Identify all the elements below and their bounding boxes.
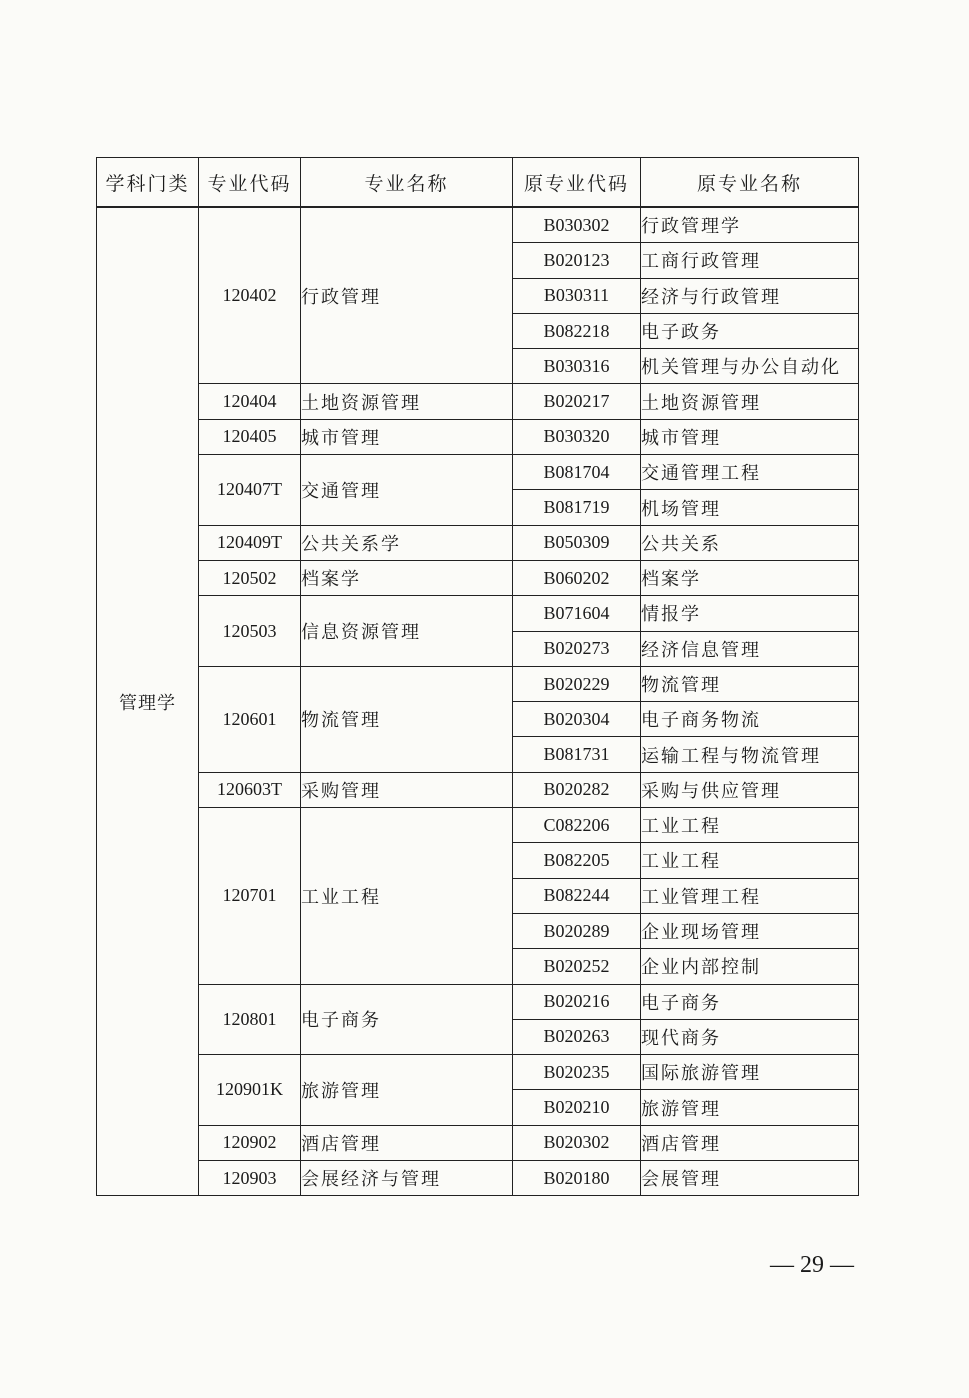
old-code-cell: B081731	[513, 737, 641, 772]
old-code-cell: B020180	[513, 1161, 641, 1196]
old-name-cell: 行政管理学	[641, 207, 859, 243]
old-code-cell: B020302	[513, 1125, 641, 1160]
old-name-cell: 会展管理	[641, 1161, 859, 1196]
old-name-cell: 现代商务	[641, 1019, 859, 1054]
old-code-cell: B082205	[513, 843, 641, 878]
table-row	[97, 384, 859, 419]
header-old-code: 原专业代码	[513, 158, 641, 208]
old-name-cell: 旅游管理	[641, 1090, 859, 1125]
old-code-cell: B082244	[513, 878, 641, 913]
old-code-cell: B020123	[513, 243, 641, 278]
old-code-cell: B081719	[513, 490, 641, 525]
major-name-cell: 土地资源管理	[301, 384, 513, 419]
category-cell: 管理学	[97, 207, 199, 1196]
major-code-cell: 120902	[199, 1125, 301, 1160]
old-name-cell: 交通管理工程	[641, 455, 859, 490]
old-name-cell: 机关管理与办公自动化	[641, 349, 859, 384]
major-code-cell: 120801	[199, 984, 301, 1055]
old-code-cell: B071604	[513, 596, 641, 631]
table-row	[97, 455, 859, 490]
table-row	[97, 1161, 859, 1196]
major-name-cell: 行政管理	[301, 207, 513, 384]
major-name-cell: 交通管理	[301, 455, 513, 526]
old-code-cell: B030302	[513, 207, 641, 243]
old-name-cell: 电子商务	[641, 984, 859, 1019]
major-name-cell: 酒店管理	[301, 1125, 513, 1160]
old-name-cell: 电子商务物流	[641, 702, 859, 737]
old-name-cell: 工业管理工程	[641, 878, 859, 913]
old-code-cell: B020304	[513, 702, 641, 737]
page-number: — 29 —	[770, 1252, 854, 1278]
old-name-cell: 物流管理	[641, 666, 859, 701]
old-name-cell: 工商行政管理	[641, 243, 859, 278]
old-code-cell: B020263	[513, 1019, 641, 1054]
header-row	[97, 158, 859, 208]
old-name-cell: 机场管理	[641, 490, 859, 525]
major-name-cell: 电子商务	[301, 984, 513, 1055]
old-name-cell: 城市管理	[641, 419, 859, 454]
major-name-cell: 会展经济与管理	[301, 1161, 513, 1196]
old-code-cell: B030311	[513, 278, 641, 313]
old-name-cell: 电子政务	[641, 313, 859, 348]
old-name-cell: 采购与供应管理	[641, 772, 859, 807]
old-code-cell: B050309	[513, 525, 641, 560]
header-major-name: 专业名称	[301, 158, 513, 208]
major-name-cell: 城市管理	[301, 419, 513, 454]
old-name-cell: 档案学	[641, 560, 859, 595]
header-old-name: 原专业名称	[641, 158, 859, 208]
major-mapping-table	[96, 157, 859, 1196]
old-code-cell: B030320	[513, 419, 641, 454]
old-code-cell: B060202	[513, 560, 641, 595]
old-code-cell: B020217	[513, 384, 641, 419]
old-name-cell: 土地资源管理	[641, 384, 859, 419]
old-code-cell: B020216	[513, 984, 641, 1019]
major-code-cell: 120402	[199, 207, 301, 384]
table-row	[97, 525, 859, 560]
table-row	[97, 596, 859, 631]
major-code-cell: 120409T	[199, 525, 301, 560]
table-row	[97, 1125, 859, 1160]
major-name-cell: 采购管理	[301, 772, 513, 807]
old-code-cell: B020282	[513, 772, 641, 807]
table-row	[97, 419, 859, 454]
major-name-cell: 工业工程	[301, 808, 513, 984]
major-code-cell: 120901K	[199, 1055, 301, 1126]
table-body	[97, 207, 859, 1196]
major-code-cell: 120502	[199, 560, 301, 595]
major-code-cell: 120603T	[199, 772, 301, 807]
old-code-cell: B020210	[513, 1090, 641, 1125]
old-name-cell: 情报学	[641, 596, 859, 631]
old-name-cell: 国际旅游管理	[641, 1055, 859, 1090]
major-code-cell: 120405	[199, 419, 301, 454]
old-name-cell: 企业现场管理	[641, 913, 859, 948]
major-code-cell: 120503	[199, 596, 301, 667]
major-name-cell: 公共关系学	[301, 525, 513, 560]
table-row	[97, 808, 859, 843]
old-name-cell: 经济信息管理	[641, 631, 859, 666]
table-row	[97, 772, 859, 807]
old-code-cell: B030316	[513, 349, 641, 384]
old-name-cell: 公共关系	[641, 525, 859, 560]
major-name-cell: 档案学	[301, 560, 513, 595]
table-row	[97, 207, 859, 243]
old-name-cell: 企业内部控制	[641, 949, 859, 984]
header-category: 学科门类	[97, 158, 199, 208]
old-code-cell: B082218	[513, 313, 641, 348]
old-name-cell: 工业工程	[641, 808, 859, 843]
major-code-cell: 120404	[199, 384, 301, 419]
table-row	[97, 666, 859, 701]
old-code-cell: B020252	[513, 949, 641, 984]
old-code-cell: B020273	[513, 631, 641, 666]
old-name-cell: 运输工程与物流管理	[641, 737, 859, 772]
major-code-cell: 120601	[199, 666, 301, 772]
major-code-cell: 120903	[199, 1161, 301, 1196]
major-name-cell: 信息资源管理	[301, 596, 513, 667]
old-code-cell: B020235	[513, 1055, 641, 1090]
old-code-cell: B020289	[513, 913, 641, 948]
old-name-cell: 酒店管理	[641, 1125, 859, 1160]
table-row	[97, 984, 859, 1019]
old-code-cell: B020229	[513, 666, 641, 701]
major-name-cell: 旅游管理	[301, 1055, 513, 1126]
header-major-code: 专业代码	[199, 158, 301, 208]
major-name-cell: 物流管理	[301, 666, 513, 772]
old-name-cell: 经济与行政管理	[641, 278, 859, 313]
table-row	[97, 1055, 859, 1090]
old-code-cell: B081704	[513, 455, 641, 490]
major-code-cell: 120701	[199, 808, 301, 984]
old-name-cell: 工业工程	[641, 843, 859, 878]
major-code-cell: 120407T	[199, 455, 301, 526]
table-row	[97, 560, 859, 595]
old-code-cell: C082206	[513, 808, 641, 843]
